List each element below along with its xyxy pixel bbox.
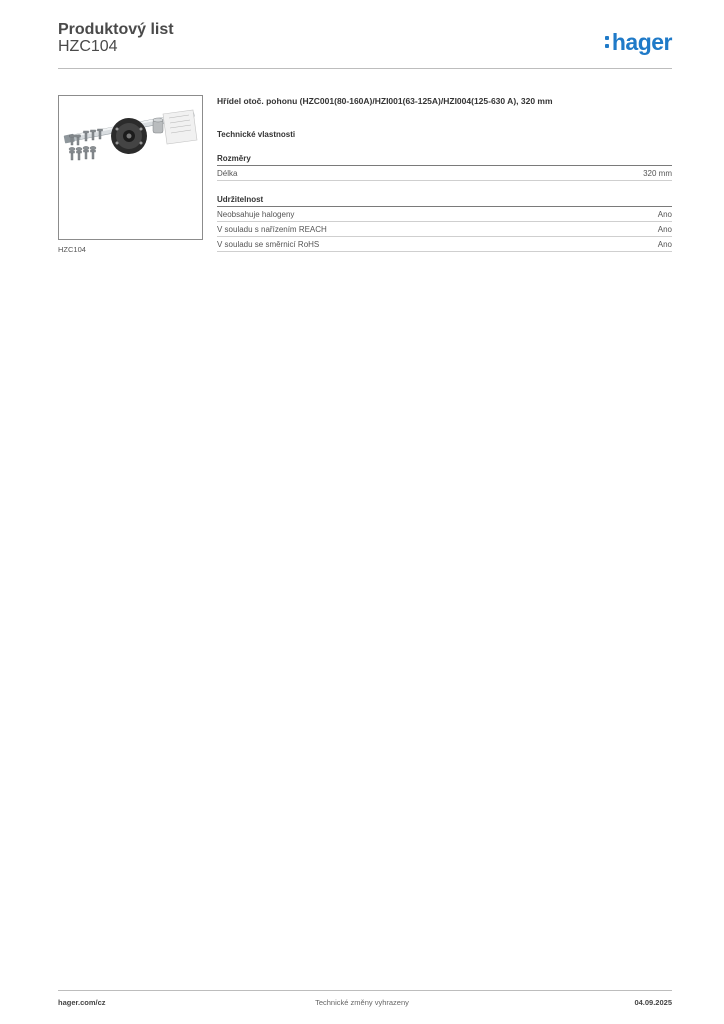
spec-label: Neobsahuje halogeny	[217, 209, 295, 219]
spec-row	[217, 237, 672, 252]
group-title: Udržitelnost	[217, 195, 672, 207]
logo-wordmark: hager	[611, 28, 672, 55]
footer-date: 04.09.2025	[634, 998, 672, 1007]
product-image	[58, 95, 203, 240]
spec-label: Délka	[217, 168, 238, 178]
page-title: Produktový list	[58, 21, 174, 38]
header-divider	[58, 68, 672, 69]
footer-website-link[interactable]: hager.com/cz	[58, 998, 106, 1007]
spec-label: V souladu se směrnicí RoHS	[217, 239, 320, 249]
spec-value: Ano	[657, 239, 672, 249]
spec-value: Ano	[657, 209, 672, 219]
logo-dots-icon	[605, 36, 609, 48]
hager-logo	[605, 28, 672, 56]
spec-row	[217, 207, 672, 222]
product-description: Hřídel otoč. pohonu (HZC001(80-160A)/HZI001(63-125A)/HZI004(125-630 A), 320 mm	[217, 96, 553, 106]
sustainability-group	[217, 195, 672, 252]
product-code: HZC104	[58, 38, 118, 55]
spec-label: V souladu s nařízením REACH	[217, 224, 327, 234]
spec-value: Ano	[657, 224, 672, 234]
footer-notice: Technické změny vyhrazeny	[315, 998, 409, 1007]
product-details	[217, 96, 672, 252]
group-title: Rozměry	[217, 154, 672, 166]
image-caption: HZC104	[58, 245, 86, 254]
technical-heading: Technické vlastnosti	[217, 130, 296, 139]
spec-value: 320 mm	[643, 168, 672, 178]
footer-divider	[58, 990, 672, 991]
product-illustration	[59, 96, 202, 239]
spec-row	[217, 166, 672, 181]
spec-row	[217, 222, 672, 237]
dimensions-group	[217, 154, 672, 181]
